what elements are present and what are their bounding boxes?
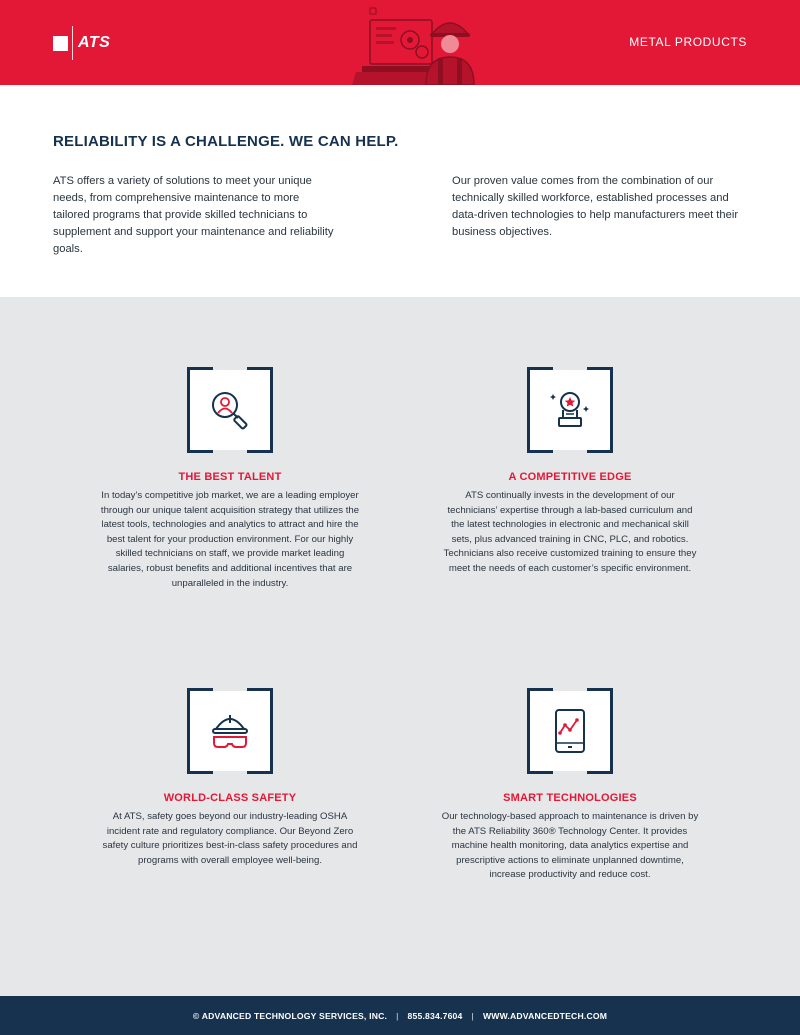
feature-title: THE BEST TALENT [178, 471, 282, 483]
footer-separator: | [471, 1010, 474, 1021]
award-trophy-icon [548, 388, 592, 432]
feature-body: ATS continually invests in the development of our technicians’ expertise through a lab-based curriculum and the latest technologies in electronic and mechanical skill sets, plus advanced training in CNC, PLC, and robotics. Technicians also receive customized training to ensure they meet the needs of each customer’s specific environment. [443, 490, 697, 574]
feature-body: At ATS, safety goes beyond our industry-leading OSHA incident rate and regulatory compliance. Our Beyond Zero safety culture prioritizes best-in-class safety procedures and programs with overall employee well-being. [102, 811, 358, 866]
features-section [0, 297, 800, 996]
logo-square-icon [53, 36, 68, 51]
feature-world-class-safety [100, 688, 360, 868]
footer-website-link[interactable]: WWW.ADVANCEDTECH.COM [482, 1010, 608, 1021]
icon-frame [527, 367, 613, 453]
icon-frame [187, 367, 273, 453]
intro-title: RELIABILITY IS A CHALLENGE. WE CAN HELP. [53, 133, 399, 150]
feature-title: SMART TECHNOLOGIES [503, 792, 637, 804]
icon-frame [187, 688, 273, 774]
feature-body: Our technology-based approach to maintenance is driven by the ATS Reliability 360® Technology Center. It provides machine health monitoring, data analytics expertise and prescriptive actions to eliminate unplanned downtime, increase productivity and reduce cost. [441, 811, 699, 881]
header-banner [0, 0, 800, 85]
ats-logo[interactable] [53, 26, 110, 60]
technician-illustration-icon [352, 0, 484, 85]
intro-left-paragraph: ATS offers a variety of solutions to meet your unique needs, from comprehensive maintenance to more tailored programs that provide skilled technicians to supplement and support your maintenance and reliability goals. [53, 175, 334, 255]
tablet-chart-icon [548, 709, 592, 753]
feature-title: WORLD-CLASS SAFETY [163, 792, 297, 804]
footer-separator: | [396, 1010, 399, 1021]
logo-divider [72, 26, 73, 60]
intro-right-paragraph: Our proven value comes from the combination of our technically skilled workforce, established processes and data-driven technologies to help manufacturers meet their business objectives. [452, 175, 739, 238]
hardhat-goggles-icon [208, 709, 252, 753]
talent-search-icon [208, 388, 252, 432]
feature-smart-technologies [440, 688, 700, 883]
footer-phone[interactable]: 855.834.7604 [407, 1010, 463, 1021]
intro-section [0, 85, 800, 297]
feature-title: A COMPETITIVE EDGE [508, 471, 632, 483]
feature-competitive-edge [440, 367, 700, 577]
footer-company: © ADVANCED TECHNOLOGY SERVICES, INC. [192, 1010, 388, 1021]
logo-text: ATS [78, 34, 111, 51]
header-category-label: METAL PRODUCTS [629, 35, 747, 49]
footer-bar [0, 996, 800, 1035]
icon-frame [527, 688, 613, 774]
feature-best-talent [100, 367, 360, 591]
feature-body: In today’s competitive job market, we are a leading employer through our unique talent acquisition strategy that utilizes the latest tools, technologies and analytics to attract and hire the best talent for your production environment. For our highly skilled technicians on staff, we provide market leading salaries, robust benefits and additional incentives that are unparalleled in the industry. [100, 490, 360, 589]
